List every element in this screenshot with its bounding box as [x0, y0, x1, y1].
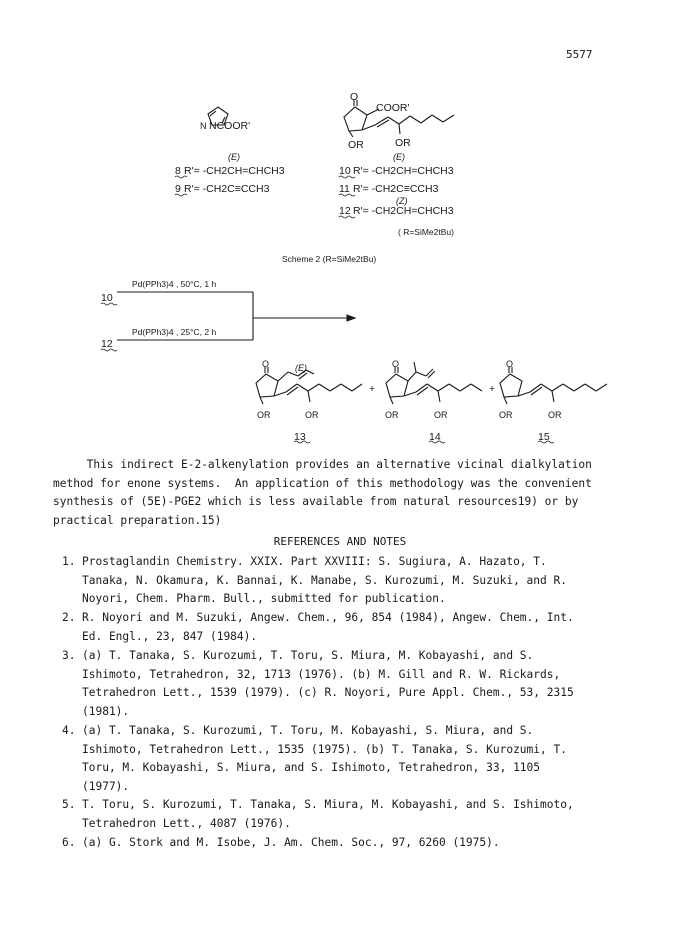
product-13-or1: OR	[257, 410, 271, 420]
reactant-12-number: 12	[101, 338, 113, 350]
product-15-or1: OR	[499, 410, 513, 420]
product-14-or2: OR	[434, 410, 448, 420]
compound-11-formula: R'= -CH2C≡CCH3	[353, 183, 439, 195]
compound-9-formula: R'= -CH2C≡CCH3	[184, 183, 270, 195]
ketone-o-label: O	[350, 91, 359, 103]
product-15-number: 15	[538, 431, 550, 443]
paragraph-line: synthesis of (5E)-PGE2 which is less available from natural resources19) or by	[53, 495, 579, 508]
product-14-structure	[386, 362, 482, 404]
reactant-10-number: 10	[101, 292, 113, 304]
reference-5	[62, 796, 627, 833]
reference-line: Ed. Engl., 23, 847 (1984).	[82, 629, 258, 643]
product-14-o: O	[392, 359, 400, 369]
compound-12-formula: R'= -CH2CH=CHCH3	[353, 205, 454, 217]
paragraph-line: This indirect E-2-alkenylation provides an alternative vicinal dialkylation	[53, 458, 592, 471]
product-13-or2: OR	[305, 410, 319, 420]
paragraph-line: method for enone systems. An application of this methodology was the convenient	[53, 476, 592, 490]
product-13-structure	[256, 367, 362, 404]
product-15-o: O	[506, 359, 514, 369]
compound-10-number: 10	[339, 165, 351, 177]
compound-10-formula: R'= -CH2CH=CHCH3	[353, 165, 454, 177]
reaction-scheme	[0, 0, 680, 460]
product-14-number: 14	[429, 431, 441, 443]
reference-line: (a) T. Tanaka, S. Kurozumi, T. Toru, M. Kobayashi, S. Miura, and S.	[82, 724, 534, 737]
reference-line: (a) T. Tanaka, S. Kurozumi, T. Toru, S. Miura, M. Kobayashi, and S.	[82, 649, 534, 662]
reference-4	[62, 722, 627, 796]
compound-8-number: 8	[175, 165, 181, 177]
compound-9-number: 9	[175, 183, 181, 195]
paragraph-line: practical preparation.15)	[53, 513, 222, 527]
or-label-1: OR	[348, 139, 364, 151]
reference-1	[62, 553, 627, 609]
compound-number-underlines	[101, 176, 554, 443]
reference-line: Tetrahedron Lett., 4087 (1976).	[82, 816, 291, 830]
r-definition: ( R=SiMe2tBu)	[398, 227, 454, 237]
reference-line: R. Noyori and M. Suzuki, Angew. Chem., 96, 854 (1984), Angew. Chem., Int.	[82, 611, 574, 624]
reference-number: 6.	[62, 836, 76, 849]
ncoor-label: NCOOR'	[209, 120, 251, 132]
product-13-number: 13	[294, 431, 306, 443]
reference-number: 2.	[62, 611, 76, 624]
reference-2	[62, 609, 627, 646]
reference-number: 1.	[62, 555, 76, 568]
reference-line: Noyori, Chem. Pharm. Bull., submitted for publication.	[82, 592, 446, 606]
reference-3	[62, 647, 627, 721]
reference-line: Ishimoto, Tetrahedron, 32, 1713 (1976). (b) M. Gill and R. W. Rickards,	[82, 667, 561, 681]
page-number: 5577	[566, 48, 593, 61]
body-paragraph	[53, 456, 643, 530]
iso-label-8: (E)	[228, 152, 240, 162]
iso-label-10: (E)	[393, 152, 405, 162]
references-heading: REFERENCES AND NOTES	[273, 535, 407, 548]
or-label-2: OR	[395, 137, 411, 149]
reaction-condition-1: Pd(PPh3)4 , 50°C, 1 h	[132, 279, 217, 289]
iso-label-12: (Z)	[396, 196, 408, 206]
reference-line: (a) G. Stork and M. Isobe, J. Am. Chem. Soc., 97, 6260 (1975).	[82, 836, 500, 849]
coor-label: COOR'	[376, 102, 410, 114]
product-15-or2: OR	[548, 410, 562, 420]
reference-number: 4.	[62, 724, 76, 737]
compound-8-formula: R'= -CH2CH=CHCH3	[184, 165, 285, 177]
product-13-o: O	[262, 359, 270, 369]
scheme-caption: Scheme 2 (R=SiMe2tBu)	[282, 254, 377, 264]
imidazole-n-label: N	[200, 121, 207, 131]
reference-number: 3.	[62, 649, 76, 662]
reference-line: Tanaka, N. Okamura, K. Bannai, K. Manabe, S. Kurozumi, M. Suzuki, and R.	[82, 573, 567, 587]
plus-1: +	[369, 383, 376, 395]
compound-11-number: 11	[339, 183, 350, 195]
product-13-iso: (E)	[295, 363, 307, 373]
reference-line: Prostaglandin Chemistry. XXIX. Part XXVIII: S. Sugiura, A. Hazato, T.	[82, 555, 547, 568]
compound-12-number: 12	[339, 205, 351, 217]
reference-line: (1977).	[82, 779, 130, 793]
reference-line: Tetrahedron Lett., 1539 (1979). (c) R. Noyori, Pure Appl. Chem., 53, 2315	[82, 686, 574, 700]
reference-line: T. Toru, S. Kurozumi, T. Tanaka, S. Miura, M. Kobayashi, and S. Ishimoto,	[82, 798, 574, 811]
reference-line: (1981).	[82, 704, 130, 718]
reaction-condition-2: Pd(PPh3)4 , 25°C, 2 h	[132, 327, 217, 337]
reference-number: 5.	[62, 798, 76, 811]
product-14-or1: OR	[385, 410, 399, 420]
plus-2: +	[489, 383, 496, 395]
reference-6	[62, 834, 627, 853]
product-15-structure	[500, 367, 607, 404]
reference-line: Ishimoto, Tetrahedron Lett., 1535 (1975). (b) T. Tanaka, S. Kurozumi, T.	[82, 742, 567, 756]
reference-line: Toru, M. Kobayashi, S. Miura, and S. Ishimoto, Tetrahedron, 33, 1105	[82, 761, 541, 775]
